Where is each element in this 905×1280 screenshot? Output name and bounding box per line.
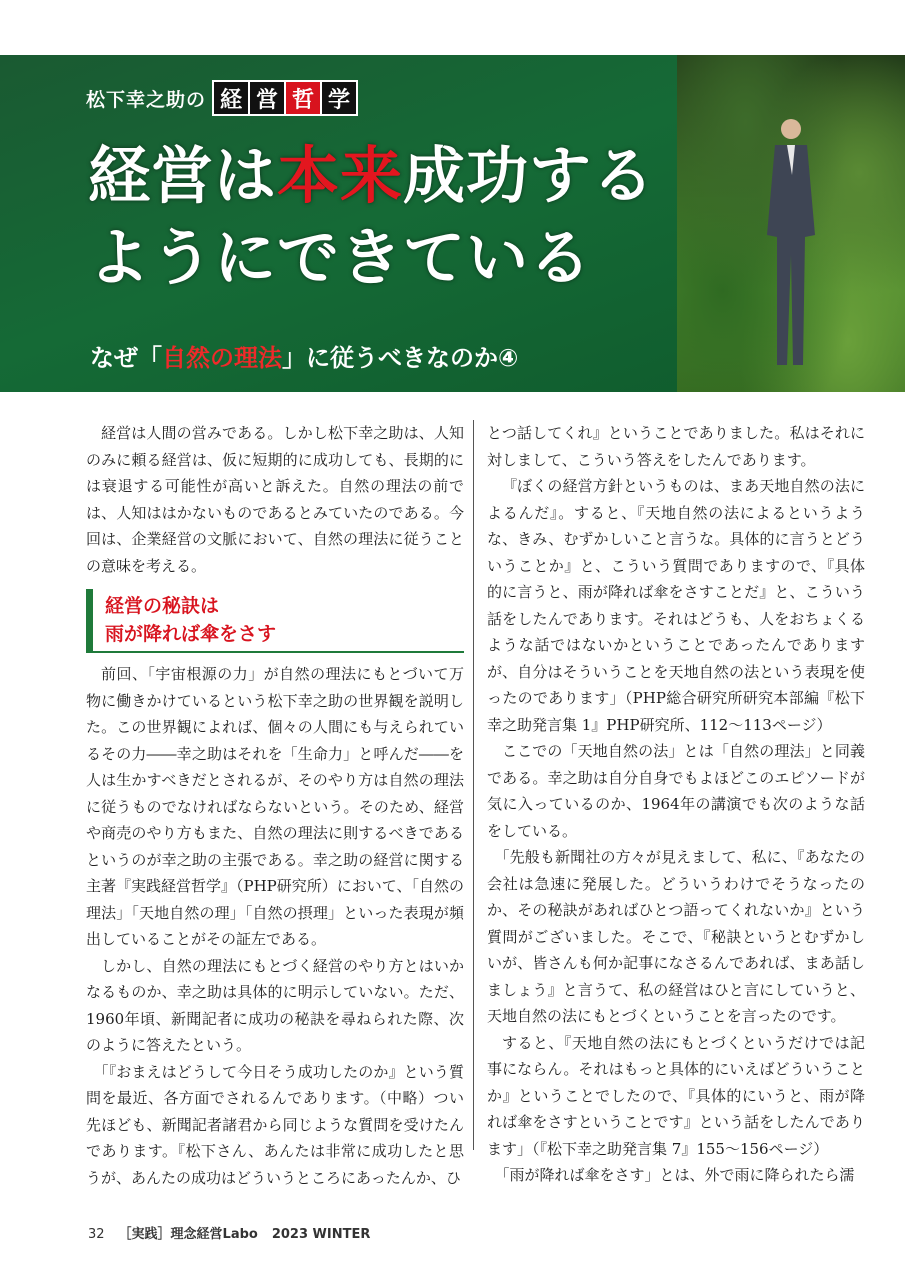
body-paragraph: しかし、自然の理法にもとづく経営のやり方とはいかなるものか、幸之助は具体的に明示していない。ただ、1960年頃、新聞記者に成功の秘訣を尋ねられた際、次のように答えたという。 (86, 956, 464, 1054)
heading-line: 雨が降れば傘をさす (105, 623, 277, 645)
page-footer (88, 1223, 370, 1242)
title-emphasis: 本来 (277, 139, 404, 212)
left-column (86, 420, 464, 1191)
quote-paragraph: すると、『天地自然の法にもとづくというだけでは記事にならん。それはもっと具体的にいえばどういうことか』ということでしたので、『具体的にいうと、雨が降れば傘をさすということです』という話をしたんであります」（『松下幸之助発言集 7』155～156ページ） (487, 1033, 865, 1158)
quote-paragraph: 『ぼくの経営方針というものは、まあ天地自然の法によるんだ』。すると、『天地自然の法によるというような、きみ、むずかしいこと言うな。具体的に言うとどういうことか』と、こういう質問でありますので、『具体的に言うと、雨が降れば傘をさすことだ』と、こういう話をしたんであります。それはどうも、人をおちょくるような話ではないかということであったんでありますが、自分はそういうことを天地自然の法という表現を使ったのであります」（PHP総合研究所研究本部編『松下幸之助発言集 1』PHP研究所、112～113ページ） (487, 477, 865, 734)
subtitle-text: なぜ「 (90, 344, 162, 372)
author-byline (300, 391, 660, 392)
kicker-char: 哲 (286, 82, 320, 114)
body-paragraph: 「雨が降れば傘をさす」とは、外で雨に降られたら濡 (494, 1166, 855, 1184)
body-paragraph: とつ話してくれ』ということでありました。私はそれに対しまして、こういう答えをしたんであります。 (487, 424, 865, 469)
title-banner (0, 55, 905, 392)
body-paragraph: 前回、「宇宙根源の力」が自然の理法にもとづいて万物に働きかけているという松下幸之助の世界観を説明した。この世界観によれば、個々の人間にも与えられているその力――幸之助はそれを「生命力」と呼んだ――を人は生かすべきだとされるが、そのやり方は自然の理法に従うものでなければならないという。そのため、経営や商売のやり方もまた、自然の理法に則するべきであるというのが幸之助の主張である。幸之助の経営に関する主著『実践経営哲学』（PHP研究所）において、「自然の理法」「天地自然の理」「自然の摂理」といった表現が頻出していることがその証左である。 (86, 665, 464, 948)
series-kicker (86, 80, 358, 116)
right-column (487, 420, 865, 1189)
article-subtitle (90, 338, 518, 373)
page-number: 32 (88, 1227, 105, 1242)
lead-paragraph: 経営は人間の営みである。しかし松下幸之助は、人知のみに頼る経営は、仮に短期的に成功しても、長期的には衰退する可能性が高いと訴えた。自然の理法の前では、人知ははかないものであるとみていたのである。今回は、企業経営の文脈において、自然の理法に従うことの意味を考える。 (86, 424, 464, 575)
column-divider (473, 420, 474, 1150)
section-heading (86, 589, 464, 653)
quote-paragraph: 「先般も新聞社の方々が見えまして、私に、『あなたの会社は急速に発展した。どういうわけでそうなったのか、その秘訣があればひとつ語ってくれないか』という質問がございました。そこで、『秘訣というとむずかしいが、皆さんも何か記事になさるんであれば、まあ話しましょう』と言うて、私の経営はひと言にしていうと、天地自然の法にもとづくということを言ったのです。 (487, 848, 865, 1025)
title-text: 成功する (403, 139, 656, 212)
title-line-1 (88, 135, 688, 217)
kicker-char: 学 (322, 82, 356, 114)
article-title (88, 135, 688, 299)
magazine-name: ［実践］理念経営Labo (118, 1227, 258, 1242)
title-text: 経営は (88, 139, 278, 212)
kicker-char: 営 (250, 82, 284, 114)
kicker-prefix: 松下幸之助の (86, 88, 207, 111)
subtitle-text: 」に従うべきなのか④ (282, 344, 519, 372)
photo-konosuke-walking (677, 55, 905, 392)
issue-label: 2023 WINTER (271, 1227, 371, 1242)
subtitle-emphasis: 自然の理法 (162, 344, 282, 372)
person-figure-icon (757, 115, 827, 375)
kicker-series-badge (212, 80, 358, 116)
title-line-2: ようにできている (88, 221, 593, 294)
quote-paragraph: 「『おまえはどうして今日そう成功したのか』という質問を最近、各方面でされるんであります。（中略）つい先ほども、新聞記者諸君から同じような質問を受けたんであります。『松下さん、あんたは非常に成功したと思うが、あんたの成功はどういうところにあったんか、ひ (86, 1062, 464, 1187)
kicker-char: 経 (214, 82, 248, 114)
heading-line: 経営の秘訣は (105, 595, 220, 617)
body-paragraph: ここでの「天地自然の法」とは「自然の理法」と同義である。幸之助は自分自身でもよほどこのエピソードが気に入っているのか、1964年の講演でも次のような話をしている。 (487, 742, 865, 840)
